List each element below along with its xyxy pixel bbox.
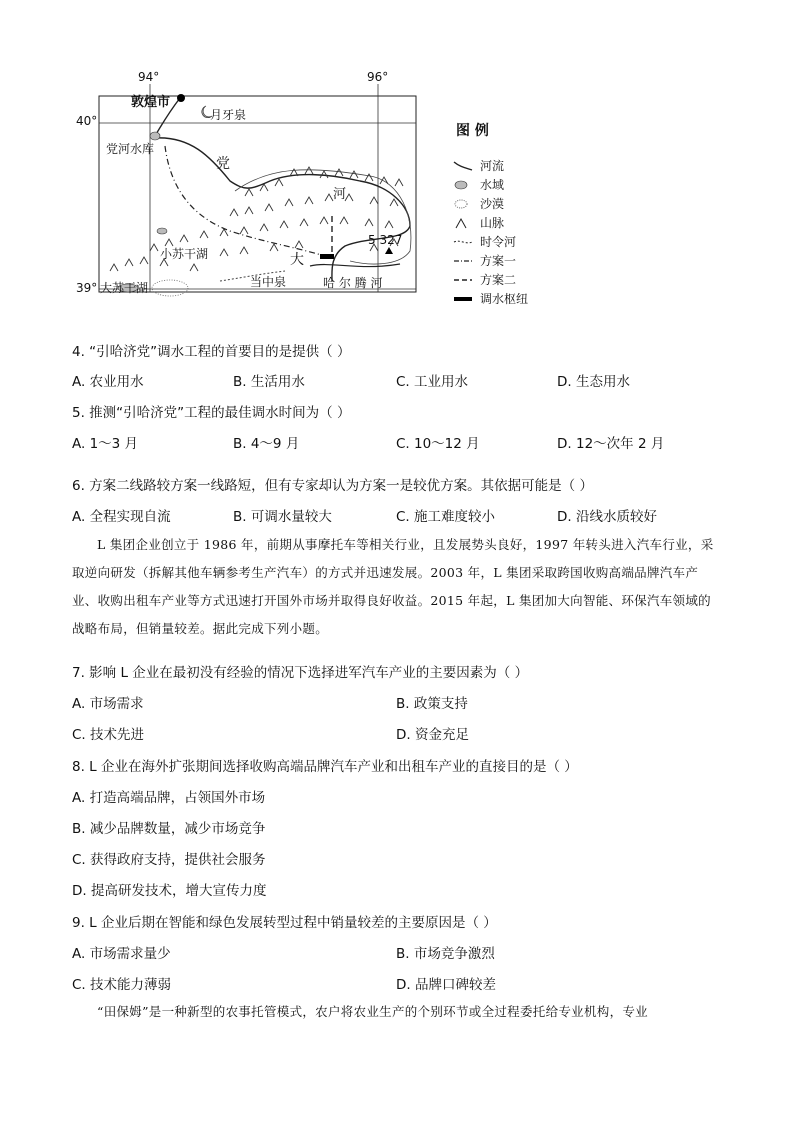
place-dangzhong-spring: 当中泉: [250, 275, 287, 289]
legend-item-seasonal-river: 时令河: [452, 232, 572, 251]
q9-option-a[interactable]: A. 市场需求量少: [72, 946, 171, 962]
question-5-stem: 5. 推测“引哈济党”工程的最佳调水时间为（ ）: [72, 405, 351, 421]
lon-label-94: 94°: [138, 70, 160, 84]
q9-option-d[interactable]: D. 品牌口碑较差: [396, 977, 496, 993]
scheme-two-icon: [452, 273, 474, 287]
legend-item-scheme-one: 方案一: [452, 251, 572, 270]
place-dang: 党: [216, 156, 230, 172]
q7-option-d[interactable]: D. 资金充足: [396, 727, 469, 743]
legend-item-desert: 沙漠: [452, 194, 572, 213]
q6-option-b[interactable]: B. 可调水量较大: [233, 509, 332, 525]
transfer-hub-icon: [452, 292, 474, 306]
place-danghe-reservoir: 党河水库: [106, 142, 155, 156]
map-drawing: [70, 66, 430, 306]
legend-item-scheme-two: 方案二: [452, 270, 572, 289]
q7-option-c[interactable]: C. 技术先进: [72, 727, 145, 743]
map-figure: [70, 66, 430, 306]
q5-option-a[interactable]: A. 1～3 月: [72, 436, 139, 452]
river-icon: [452, 159, 474, 173]
question-8-stem: 8. L 企业在海外扩张期间选择收购高端品牌汽车产业和出租车产业的直接目的是（ ）: [72, 759, 578, 775]
scheme-one-icon: [452, 254, 474, 268]
place-he: 河: [333, 187, 347, 202]
legend-item-river: 河流: [452, 156, 572, 175]
place-da: 大: [290, 252, 304, 268]
passage-tianbaomu: “田保姆”是一种新型的农事托管模式，农户将农业生产的个别环节或全过程委托给专业机构，专业: [97, 1004, 648, 1019]
place-haerteng-river: 哈 尔 腾 河: [323, 276, 383, 290]
water-icon: [452, 178, 474, 192]
question-9-stem: 9. L 企业后期在智能和绿色发展转型过程中销量较差的主要原因是（ ）: [72, 915, 497, 931]
place-dunhuang: 敦煌市: [131, 95, 171, 110]
q8-option-b[interactable]: B. 减少品牌数量，减少市场竞争: [72, 821, 266, 837]
q5-option-b[interactable]: B. 4～9 月: [233, 436, 300, 452]
question-7-stem: 7. 影响 L 企业在最初没有经验的情况下选择进军汽车产业的主要因素为（ ）: [72, 665, 529, 681]
q8-option-c[interactable]: C. 获得政府支持，提供社会服务: [72, 852, 266, 868]
mountain-icon: [452, 216, 474, 230]
q9-option-c[interactable]: C. 技术能力薄弱: [72, 977, 172, 993]
question-6-stem: 6. 方案二线路较方案一线路短，但有专家却认为方案一是较优方案。其依据可能是（ ）: [72, 478, 593, 494]
place-dasu-lake: 大苏干湖: [100, 281, 149, 295]
q4-option-b[interactable]: B. 生活用水: [233, 374, 305, 390]
desert-icon: [452, 197, 474, 211]
question-4-stem: 4. “引哈济党”调水工程的首要目的是提供（ ）: [72, 344, 351, 360]
q6-option-a[interactable]: A. 全程实现自流: [72, 509, 171, 525]
legend-item-hub: 调水枢纽: [452, 289, 572, 308]
place-yueyaquan: 月牙泉: [210, 108, 247, 122]
legend-item-water: 水域: [452, 175, 572, 194]
q4-option-a[interactable]: A. 农业用水: [72, 374, 144, 390]
q4-option-d[interactable]: D. 生态用水: [557, 374, 630, 390]
lat-label-39: 39°: [76, 281, 98, 295]
seasonal-river-icon: [452, 235, 474, 249]
legend-item-mountain: 山脉: [452, 213, 572, 232]
q8-option-d[interactable]: D. 提高研发技术，增大宣传力度: [72, 883, 267, 899]
elevation-label: 5 327: [368, 233, 403, 247]
lat-label-40: 40°: [76, 114, 98, 128]
q8-option-a[interactable]: A. 打造高端品牌，占领国外市场: [72, 790, 266, 806]
mountain-symbols: [110, 167, 403, 271]
legend-title: 图 例: [456, 123, 489, 139]
q6-option-d[interactable]: D. 沿线水质较好: [557, 509, 657, 525]
q4-option-c[interactable]: C. 工业用水: [396, 374, 469, 390]
passage-l-group: L 集团企业创立于 1986 年，前期从事摩托车等相关行业，且发展势头良好，1997 年转头进入汽车行业，采取逆向研发（拆解其他车辆参考生产汽车）的方式并迅速发展。2003 年，L 集团采取跨国收购高端品牌汽车产业、收购出租车产业等方式迅速打开国外市场并取得良好收益。2015 年起，L 集团加大向智能、环保汽车领域的战略布局，但销量较差。据此完成下列小题。: [72, 537, 714, 636]
q7-option-a[interactable]: A. 市场需求: [72, 696, 144, 712]
q9-option-b[interactable]: B. 市场竞争激烈: [396, 946, 495, 962]
q5-option-c[interactable]: C. 10～12 月: [396, 436, 480, 452]
q6-option-c[interactable]: C. 施工难度较小: [396, 509, 496, 525]
lon-label-96: 96°: [367, 70, 389, 84]
map-legend: [452, 120, 572, 308]
q5-option-d[interactable]: D. 12～次年 2 月: [557, 436, 665, 452]
place-xiaosu-lake: 小苏干湖: [160, 247, 209, 261]
q7-option-b[interactable]: B. 政策支持: [396, 696, 468, 712]
transfer-hub-symbol: [320, 254, 334, 259]
